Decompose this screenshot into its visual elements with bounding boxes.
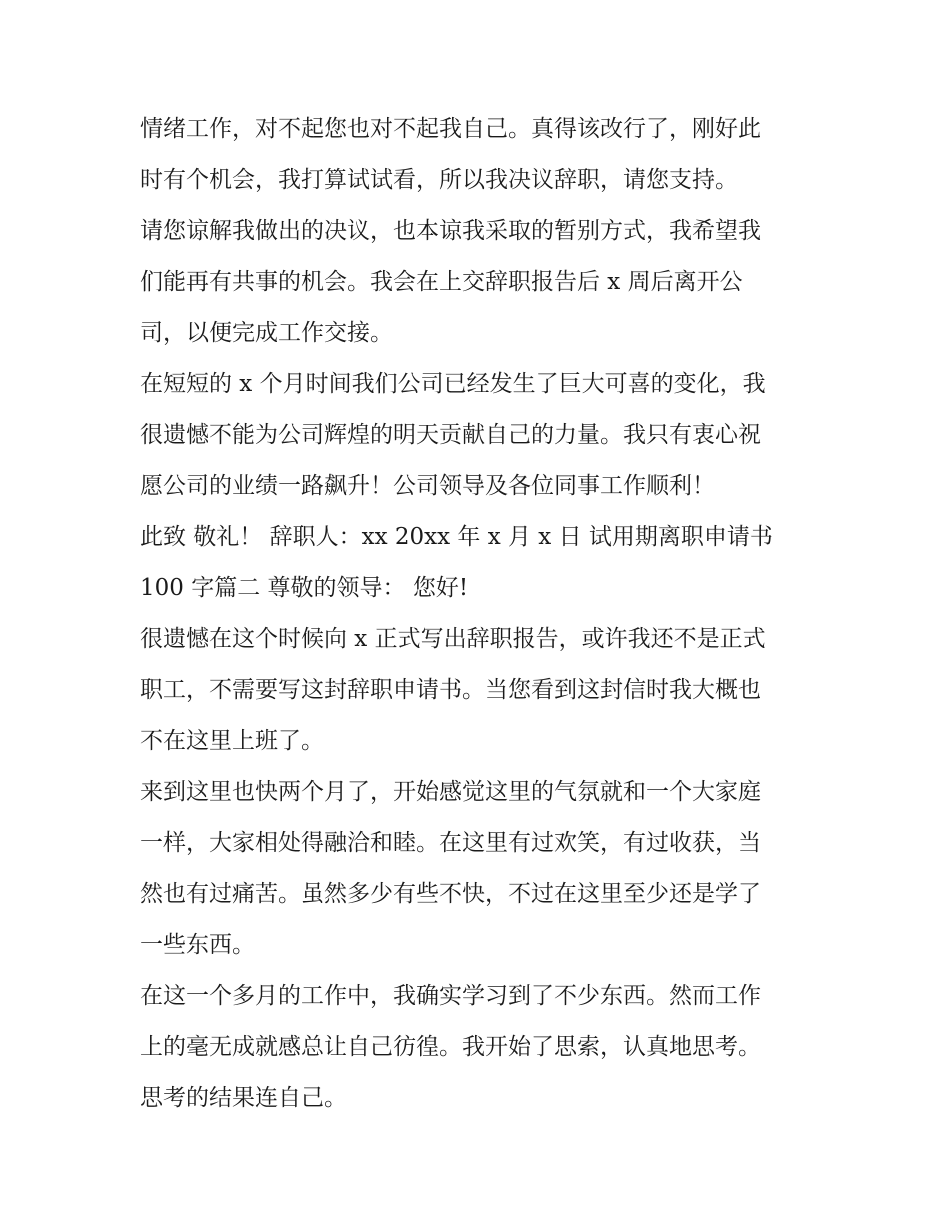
text-line: 一些东西。 — [140, 932, 255, 958]
text-line: 在这一个多月的工作中，我确实学习到了不少东西。然而工作 — [140, 983, 761, 1009]
document-body — [140, 104, 820, 1124]
text-line: 思考的结果连自己。 — [140, 1085, 347, 1111]
text-line: 请您谅解我做出的决议，也本谅我采取的暂别方式，我希望我 — [140, 218, 761, 244]
text-line: 很遗憾在这个时候向 x 正式写出辞职报告，或许我还不是正式 — [140, 626, 766, 652]
text-line: 时有个机会，我打算试试看，所以我决议辞职，请您支持。 — [140, 167, 738, 193]
text-line: 在短短的 x 个月时间我们公司已经发生了巨大可喜的变化，我 — [140, 371, 766, 397]
text-line: 职工，不需要写这封辞职申请书。当您看到这封信时我大概也 — [140, 677, 761, 703]
text-line: 一样，大家相处得融洽和睦。在这里有过欢笑，有过收获，当 — [140, 830, 761, 856]
text-line: 不在这里上班了。 — [140, 728, 324, 754]
text-line: 愿公司的业绩一路飙升！公司领导及各位同事工作顺利！ — [140, 473, 715, 499]
text-line: 此致 敬礼！ 辞职人：xx 20xx 年 x 月 x 日 试用期离职申请书 — [140, 524, 773, 550]
text-line: 情绪工作，对不起您也对不起我自己。真得该改行了，刚好此 — [140, 116, 761, 142]
text-line: 司，以便完成工作交接。 — [140, 320, 393, 346]
text-line: 很遗憾不能为公司辉煌的明天贡献自己的力量。我只有衷心祝 — [140, 422, 761, 448]
text-line: 们能再有共事的机会。我会在上交辞职报告后 x 周后离开公 — [140, 269, 743, 295]
text-line: 来到这里也快两个月了，开始感觉这里的气氛就和一个大家庭 — [140, 779, 761, 805]
text-line: 然也有过痛苦。虽然多少有些不快，不过在这里至少还是学了 — [140, 881, 761, 907]
text-line: 上的毫无成就感总让自己彷徨。我开始了思索，认真地思考。 — [140, 1034, 761, 1060]
text-line: 100 字篇二 尊敬的领导： 您好! — [140, 575, 469, 601]
